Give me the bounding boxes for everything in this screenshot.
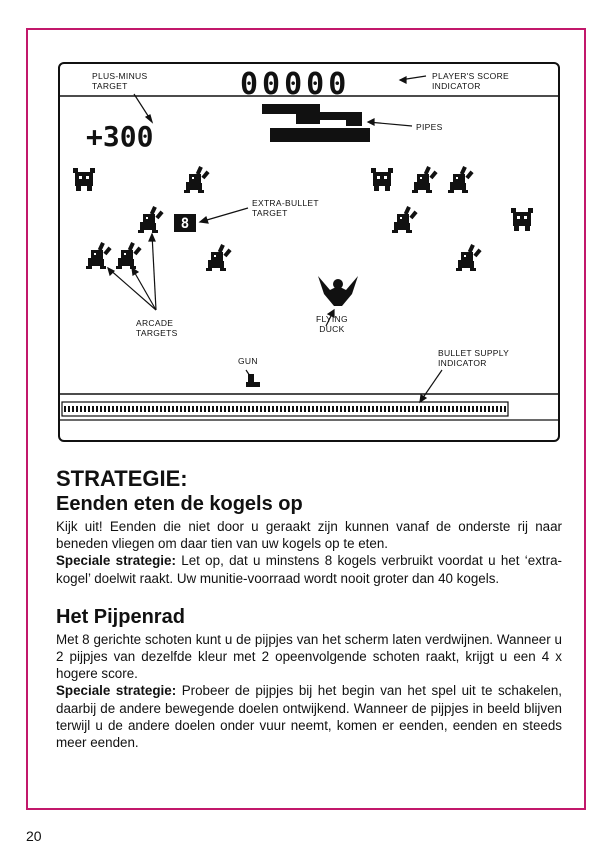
bullet-supply-bar [60, 394, 558, 420]
score-display: 00000 [240, 67, 351, 102]
svg-text:8: 8 [180, 216, 190, 232]
label-plus-minus-target: PLUS-MINUS TARGET [92, 71, 148, 91]
special-label: Speciale strategie: [56, 553, 176, 569]
game-screen-artwork [60, 64, 558, 440]
special-text: Let op, dat u minstens 8 kogels verbruikt voordat u het ‘extra-kogel’ doelwit raakt. Uw munitie-voorraad wordt nooit groter dan 40 kogels. [56, 553, 562, 586]
article-body [56, 466, 562, 751]
label-pipes: PIPES [416, 122, 443, 132]
strategy-special-paragraph [56, 552, 562, 586]
strategy-heading: STRATEGIE: [56, 466, 188, 491]
pipes-heading: Het Pijpenrad [56, 605, 185, 628]
strategy-subheading: Eenden eten de kogels op [56, 493, 303, 515]
callout-arrows [108, 76, 442, 402]
label-flying-duck: FLYING DUCK [316, 314, 348, 334]
page-number: 20 [26, 828, 42, 844]
label-bullet-supply: BULLET SUPPLY INDICATOR [438, 348, 510, 368]
special-label: Speciale strategie: [56, 683, 177, 699]
flying-duck [318, 276, 358, 306]
gun [246, 374, 260, 387]
pipes-paragraph: Met 8 gerichte schoten kunt u de pijpjes van het scherm laten verdwijnen. Wanneer u 2 pijpjes van dezelfde kleur met 2 opeenvolgende schoten raakt, krijgt u een 4 x hogere score. [56, 631, 562, 682]
arcade-targets [73, 166, 533, 271]
pipes-graphic [262, 104, 370, 142]
strategy-paragraph: Kijk uit! Eenden die niet door u geraakt zijn kunnen vanaf de onderste rij naar beneden vliegen om daar tien van uw kogels op te eten. [56, 519, 562, 552]
label-gun: GUN [238, 356, 258, 366]
label-extra-bullet: EXTRA-BULLET TARGET [252, 198, 319, 218]
extra-bullet-target [174, 214, 196, 232]
pipes-special-paragraph [56, 682, 562, 751]
label-arcade-targets: ARCADE TARGETS [136, 318, 178, 338]
label-players-score: PLAYER'S SCORE INDICATOR [432, 71, 509, 91]
game-screen-diagram [58, 62, 560, 442]
bonus-display: +300 [86, 120, 154, 153]
special-text: Probeer de pijpjes bij het begin van het spel uit te schakelen, daarbij de andere bewegende doelen ontwijkend. Wanneer de pijpjes in beeld blijven terwijl u de andere doelen onder vuur neemt, komen er eenden, eenden en steeds meer eenden. [56, 683, 563, 751]
